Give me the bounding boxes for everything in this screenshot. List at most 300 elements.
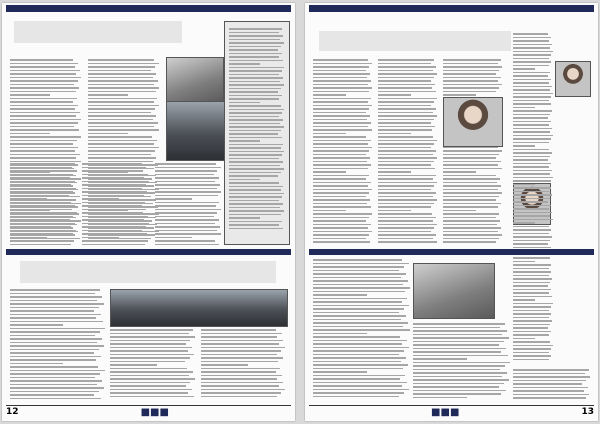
- left-main-headline: [14, 21, 182, 43]
- text-line: [82, 163, 141, 165]
- text-line: [378, 101, 434, 103]
- text-line: [513, 37, 551, 39]
- text-line: [82, 209, 146, 211]
- text-line: [110, 378, 195, 380]
- text-line: [313, 287, 410, 289]
- text-line: [443, 77, 501, 79]
- text-column: [513, 33, 553, 363]
- text-line: [313, 168, 368, 170]
- text-line: [513, 187, 551, 189]
- text-line: [513, 96, 551, 98]
- text-line: [229, 88, 281, 90]
- left-page-number: 12: [6, 407, 19, 417]
- text-column: [10, 163, 77, 247]
- text-line: [155, 195, 218, 197]
- right-column-photo: [555, 61, 591, 97]
- text-line: [313, 70, 366, 72]
- text-line: [88, 73, 156, 75]
- text-line: [10, 377, 95, 379]
- text-line: [443, 171, 476, 173]
- text-line: [313, 308, 404, 310]
- text-line: [10, 380, 102, 382]
- text-line: [378, 70, 433, 72]
- text-line: [110, 329, 193, 331]
- text-line: [10, 233, 73, 235]
- left-footer: [6, 405, 291, 418]
- text-line: [513, 268, 549, 270]
- text-line: [10, 170, 77, 172]
- text-line: [378, 98, 437, 100]
- text-line: [378, 203, 434, 205]
- text-line: [10, 314, 101, 316]
- text-column: [313, 259, 411, 401]
- text-line: [513, 271, 551, 273]
- text-line: [229, 53, 282, 55]
- text-line: [10, 289, 100, 291]
- text-line: [513, 320, 552, 322]
- text-line: [513, 44, 552, 46]
- text-line: [82, 174, 147, 176]
- text-line: [229, 102, 260, 104]
- text-line: [313, 298, 407, 300]
- text-line: [513, 359, 549, 361]
- text-line: [88, 112, 151, 114]
- text-line: [443, 84, 502, 86]
- text-line: [155, 216, 214, 218]
- left-wide-photo: [110, 289, 288, 327]
- text-line: [378, 196, 433, 198]
- text-line: [313, 164, 371, 166]
- text-line: [513, 331, 551, 333]
- left-lower-text: [10, 289, 106, 401]
- text-line: [201, 396, 277, 398]
- text-line: [155, 184, 220, 186]
- text-line: [513, 114, 550, 116]
- text-line: [513, 313, 551, 315]
- text-line: [513, 103, 551, 105]
- text-line: [229, 158, 279, 160]
- text-line: [378, 63, 431, 65]
- text-line: [513, 135, 553, 137]
- text-line: [413, 344, 499, 346]
- text-line: [378, 189, 431, 191]
- text-line: [10, 324, 63, 326]
- text-line: [10, 209, 72, 211]
- text-line: [313, 217, 369, 219]
- text-line: [229, 193, 284, 195]
- text-line: [82, 244, 145, 246]
- text-line: [513, 390, 584, 392]
- text-line: [155, 177, 219, 179]
- text-line: [88, 70, 151, 72]
- text-line: [201, 385, 280, 387]
- text-line: [413, 348, 506, 350]
- text-line: [378, 150, 436, 152]
- text-line: [10, 101, 73, 103]
- text-line: [10, 80, 78, 82]
- text-line: [229, 74, 279, 76]
- text-line: [110, 361, 185, 363]
- text-line: [201, 378, 278, 380]
- text-line: [155, 191, 222, 193]
- text-line: [313, 329, 410, 331]
- text-line: [313, 203, 367, 205]
- text-line: [378, 108, 436, 110]
- text-line: [155, 219, 219, 221]
- text-line: [443, 73, 496, 75]
- text-line: [10, 359, 96, 361]
- text-line: [413, 379, 509, 381]
- text-line: [313, 238, 366, 240]
- text-line: [443, 189, 498, 191]
- text-line: [443, 94, 476, 96]
- text-line: [313, 161, 367, 163]
- text-line: [229, 109, 284, 111]
- text-line: [513, 247, 551, 249]
- text-line: [10, 219, 70, 221]
- text-line: [378, 136, 433, 138]
- text-line: [110, 336, 195, 338]
- text-line: [313, 259, 402, 261]
- text-line: [229, 147, 281, 149]
- text-line: [155, 167, 221, 169]
- text-line: [313, 175, 369, 177]
- text-line: [10, 300, 97, 302]
- text-line: [313, 105, 372, 107]
- text-line: [378, 105, 431, 107]
- text-line: [513, 324, 550, 326]
- text-line: [10, 345, 104, 347]
- text-line: [443, 154, 499, 156]
- text-line: [413, 397, 467, 399]
- text-line: [313, 140, 371, 142]
- text-line: [513, 163, 551, 165]
- text-line: [513, 117, 548, 119]
- text-line: [443, 206, 498, 208]
- text-line: [10, 398, 101, 400]
- text-line: [513, 275, 549, 277]
- text-line: [378, 59, 434, 61]
- text-line: [513, 159, 548, 161]
- text-line: [10, 394, 94, 396]
- text-line: [201, 329, 276, 331]
- text-line: [513, 341, 550, 343]
- text-line: [88, 101, 154, 103]
- text-line: [82, 230, 142, 232]
- text-line: [513, 184, 535, 186]
- text-line: [313, 315, 406, 317]
- text-line: [513, 282, 550, 284]
- text-line: [10, 328, 105, 330]
- text-line: [443, 175, 496, 177]
- text-line: [313, 129, 372, 131]
- text-line: [10, 230, 76, 232]
- text-line: [110, 385, 186, 387]
- text-line: [10, 122, 78, 124]
- text-line: [443, 238, 499, 240]
- text-line: [82, 219, 144, 221]
- text-line: [229, 172, 281, 174]
- text-line: [513, 124, 549, 126]
- text-line: [413, 386, 499, 388]
- text-line: [378, 87, 432, 89]
- text-line: [313, 354, 399, 356]
- text-column: [201, 329, 287, 401]
- text-line: [10, 237, 47, 239]
- text-line: [513, 54, 551, 56]
- text-line: [10, 216, 73, 218]
- text-line: [313, 227, 368, 229]
- text-line: [313, 112, 366, 114]
- text-line: [229, 119, 283, 121]
- right-main-headline: [319, 31, 511, 51]
- text-line: [82, 237, 119, 239]
- text-line: [513, 387, 588, 389]
- text-column: [313, 59, 373, 247]
- text-line: [10, 188, 76, 190]
- text-line: [82, 191, 147, 193]
- text-line: [313, 389, 409, 391]
- text-line: [513, 383, 582, 385]
- text-line: [201, 343, 280, 345]
- text-line: [378, 164, 431, 166]
- text-line: [201, 357, 283, 359]
- text-line: [513, 173, 550, 175]
- text-line: [155, 212, 218, 214]
- text-line: [378, 192, 436, 194]
- text-line: [10, 177, 70, 179]
- text-line: [229, 81, 280, 83]
- text-line: [378, 140, 437, 142]
- text-line: [229, 98, 279, 100]
- text-line: [82, 167, 146, 169]
- text-line: [201, 354, 277, 356]
- text-line: [155, 240, 215, 242]
- text-line: [413, 369, 500, 371]
- text-line: [10, 63, 78, 65]
- text-line: [513, 233, 549, 235]
- text-line: [513, 226, 549, 228]
- text-line: [10, 373, 100, 375]
- text-line: [413, 327, 500, 329]
- text-line: [229, 28, 282, 30]
- text-line: [443, 161, 501, 163]
- text-line: [10, 321, 103, 323]
- left-logo: ■■■: [140, 406, 169, 418]
- text-line: [513, 166, 549, 168]
- text-line: [313, 206, 371, 208]
- text-line: [10, 293, 95, 295]
- text-line: [110, 396, 194, 398]
- text-line: [413, 390, 506, 392]
- text-line: [378, 77, 434, 79]
- text-line: [229, 161, 283, 163]
- text-line: [313, 396, 399, 398]
- text-line: [10, 147, 78, 149]
- text-line: [443, 224, 497, 226]
- text-line: [413, 362, 510, 364]
- text-line: [513, 327, 548, 329]
- text-line: [313, 171, 346, 173]
- text-line: [229, 140, 260, 142]
- text-line: [313, 213, 372, 215]
- text-line: [110, 392, 188, 394]
- text-line: [229, 32, 279, 34]
- text-line: [443, 91, 496, 93]
- text-line: [443, 203, 501, 205]
- text-line: [88, 91, 156, 93]
- text-line: [201, 347, 286, 349]
- left-section-strip: [6, 5, 291, 12]
- text-line: [313, 133, 346, 135]
- text-line: [10, 338, 102, 340]
- text-line: [229, 70, 282, 72]
- text-line: [110, 333, 189, 335]
- text-line: [10, 136, 81, 138]
- text-line: [443, 199, 496, 201]
- text-line: [313, 336, 400, 338]
- right-middle-strip: [309, 249, 594, 255]
- text-line: [313, 94, 346, 96]
- text-line: [10, 59, 73, 61]
- text-line: [10, 212, 77, 214]
- text-line: [313, 385, 402, 387]
- text-line: [201, 333, 282, 335]
- text-line: [378, 119, 434, 121]
- text-line: [313, 305, 409, 307]
- text-line: [10, 223, 75, 225]
- text-line: [443, 80, 498, 82]
- text-line: [88, 105, 159, 107]
- text-line: [443, 213, 499, 215]
- text-line: [201, 340, 284, 342]
- text-line: [313, 185, 368, 187]
- text-line: [513, 89, 550, 91]
- text-line: [313, 280, 408, 282]
- text-line: [229, 179, 260, 181]
- text-line: [513, 236, 552, 238]
- text-line: [88, 59, 154, 61]
- text-line: [378, 91, 436, 93]
- text-line: [88, 80, 158, 82]
- text-line: [313, 84, 368, 86]
- text-line: [513, 264, 551, 266]
- text-line: [82, 198, 119, 200]
- text-line: [413, 351, 501, 353]
- text-line: [88, 147, 159, 149]
- text-line: [513, 261, 535, 263]
- text-line: [82, 195, 143, 197]
- text-line: [110, 343, 186, 345]
- text-line: [378, 182, 437, 184]
- text-line: [313, 122, 371, 124]
- text-line: [513, 243, 548, 245]
- text-column: [443, 59, 503, 247]
- text-line: [513, 68, 535, 70]
- text-column: [229, 28, 285, 233]
- text-line: [313, 108, 369, 110]
- text-line: [229, 39, 280, 41]
- text-line: [378, 147, 431, 149]
- text-line: [313, 80, 371, 82]
- text-line: [229, 126, 284, 128]
- text-line: [313, 91, 369, 93]
- text-line: [378, 115, 437, 117]
- text-line: [378, 80, 431, 82]
- text-line: [443, 164, 498, 166]
- text-line: [378, 84, 435, 86]
- text-line: [82, 233, 147, 235]
- text-line: [513, 58, 549, 60]
- text-line: [443, 234, 502, 236]
- text-line: [443, 178, 500, 180]
- text-line: [229, 189, 281, 191]
- text-line: [10, 352, 94, 354]
- text-line: [378, 178, 433, 180]
- text-line: [10, 77, 81, 79]
- right-column-box: [513, 33, 591, 367]
- text-line: [10, 384, 97, 386]
- text-line: [88, 87, 159, 89]
- text-line: [10, 317, 96, 319]
- text-line: [313, 301, 402, 303]
- text-line: [10, 366, 98, 368]
- text-line: [82, 177, 144, 179]
- text-column: [513, 369, 591, 401]
- text-line: [443, 227, 501, 229]
- text-line: [110, 375, 189, 377]
- text-column: [110, 329, 196, 401]
- text-line: [10, 98, 77, 100]
- text-line: [443, 87, 499, 89]
- text-line: [313, 178, 366, 180]
- text-line: [313, 340, 407, 342]
- text-line: [513, 310, 549, 312]
- text-line: [88, 115, 156, 117]
- text-line: [155, 226, 220, 228]
- text-line: [513, 229, 551, 231]
- text-line: [513, 40, 549, 42]
- text-line: [88, 84, 154, 86]
- text-line: [313, 294, 367, 296]
- text-line: [313, 63, 372, 65]
- left-middle-strip: [6, 249, 291, 255]
- text-line: [229, 210, 284, 212]
- text-line: [413, 358, 467, 360]
- text-line: [313, 192, 369, 194]
- text-line: [88, 136, 152, 138]
- text-line: [82, 181, 149, 183]
- left-lower-text-right: [110, 329, 286, 401]
- text-line: [513, 257, 550, 259]
- text-line: [229, 137, 282, 139]
- text-line: [313, 231, 372, 233]
- text-line: [378, 199, 437, 201]
- text-line: [313, 210, 346, 212]
- text-column: [82, 163, 149, 247]
- text-line: [378, 171, 411, 173]
- text-line: [155, 237, 192, 239]
- text-line: [229, 49, 278, 51]
- text-line: [513, 278, 552, 280]
- text-line: [110, 347, 192, 349]
- text-line: [313, 157, 370, 159]
- right-page-number: 13: [581, 407, 594, 417]
- text-line: [229, 217, 260, 219]
- text-line: [443, 66, 502, 68]
- text-line: [513, 380, 586, 382]
- left-top-photo: [166, 57, 224, 103]
